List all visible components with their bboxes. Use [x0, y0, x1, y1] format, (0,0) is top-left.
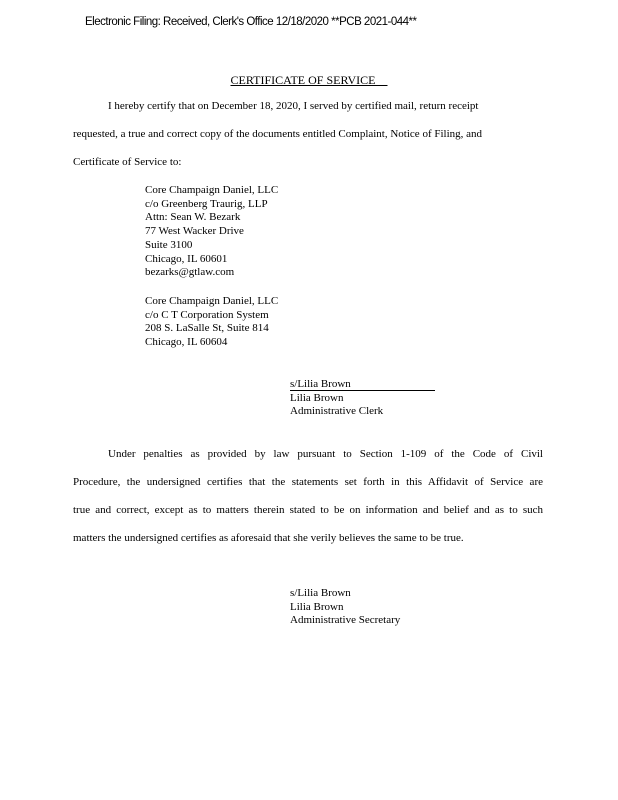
- signature-text: s/Lilia Brown: [290, 587, 351, 599]
- address-line: Chicago, IL 60601: [145, 252, 228, 265]
- affidavit-line-1: Under penalties as provided by law pursuant to Section 1-109 of the Code of Civil: [108, 448, 543, 460]
- email-address: bezarks@gtlaw.com: [145, 266, 235, 279]
- signer-title: Administrative Clerk: [290, 405, 384, 418]
- address-line: Attn: Sean W. Bezark: [145, 211, 241, 224]
- address-line: Chicago, IL 60604: [145, 336, 228, 349]
- address-line: Suite 3100: [145, 238, 193, 251]
- address-line: Core Champaign Daniel, LLC: [145, 184, 279, 196]
- recipient-address-2: [145, 295, 278, 350]
- address-line: c/o C T Corporation System: [145, 308, 269, 321]
- affidavit-line-4: matters the undersigned certifies as aforesaid that she verily believes the same to be true.: [73, 532, 464, 544]
- signature-block-secretary: [290, 587, 400, 628]
- signer-name: Lilia Brown: [290, 391, 344, 404]
- filing-stamp: Electronic Filing: Received, Clerk's Office 12/18/2020 **PCB 2021-044**: [85, 16, 417, 28]
- address-line: 77 West Wacker Drive: [145, 225, 244, 238]
- intro-line-1: I hereby certify that on December 18, 2020, I served by certified mail, return receipt: [108, 100, 479, 112]
- recipient-address-1: [145, 184, 278, 280]
- document-title: CERTIFICATE OF SERVICE: [230, 73, 376, 87]
- affidavit-line-2: Procedure, the undersigned certifies that the statements set forth in this Affidavit of Service are: [73, 476, 543, 488]
- signature-line: s/Lilia Brown: [290, 378, 435, 391]
- signer-name: Lilia Brown: [290, 600, 344, 613]
- intro-line-2: requested, a true and correct copy of the documents entitled Complaint, Notice of Filing, and: [73, 128, 483, 140]
- address-line: 208 S. LaSalle St, Suite 814: [145, 322, 269, 335]
- address-line: Core Champaign Daniel, LLC: [145, 295, 279, 307]
- intro-line-3: Certificate of Service to:: [73, 156, 182, 168]
- affidavit-line-3: true and correct, except as to matters therein stated to be on information and belief and as to such: [73, 504, 543, 516]
- signature-block-clerk: [290, 378, 435, 419]
- address-line: c/o Greenberg Traurig, LLP: [145, 197, 268, 210]
- signer-title: Administrative Secretary: [290, 614, 401, 627]
